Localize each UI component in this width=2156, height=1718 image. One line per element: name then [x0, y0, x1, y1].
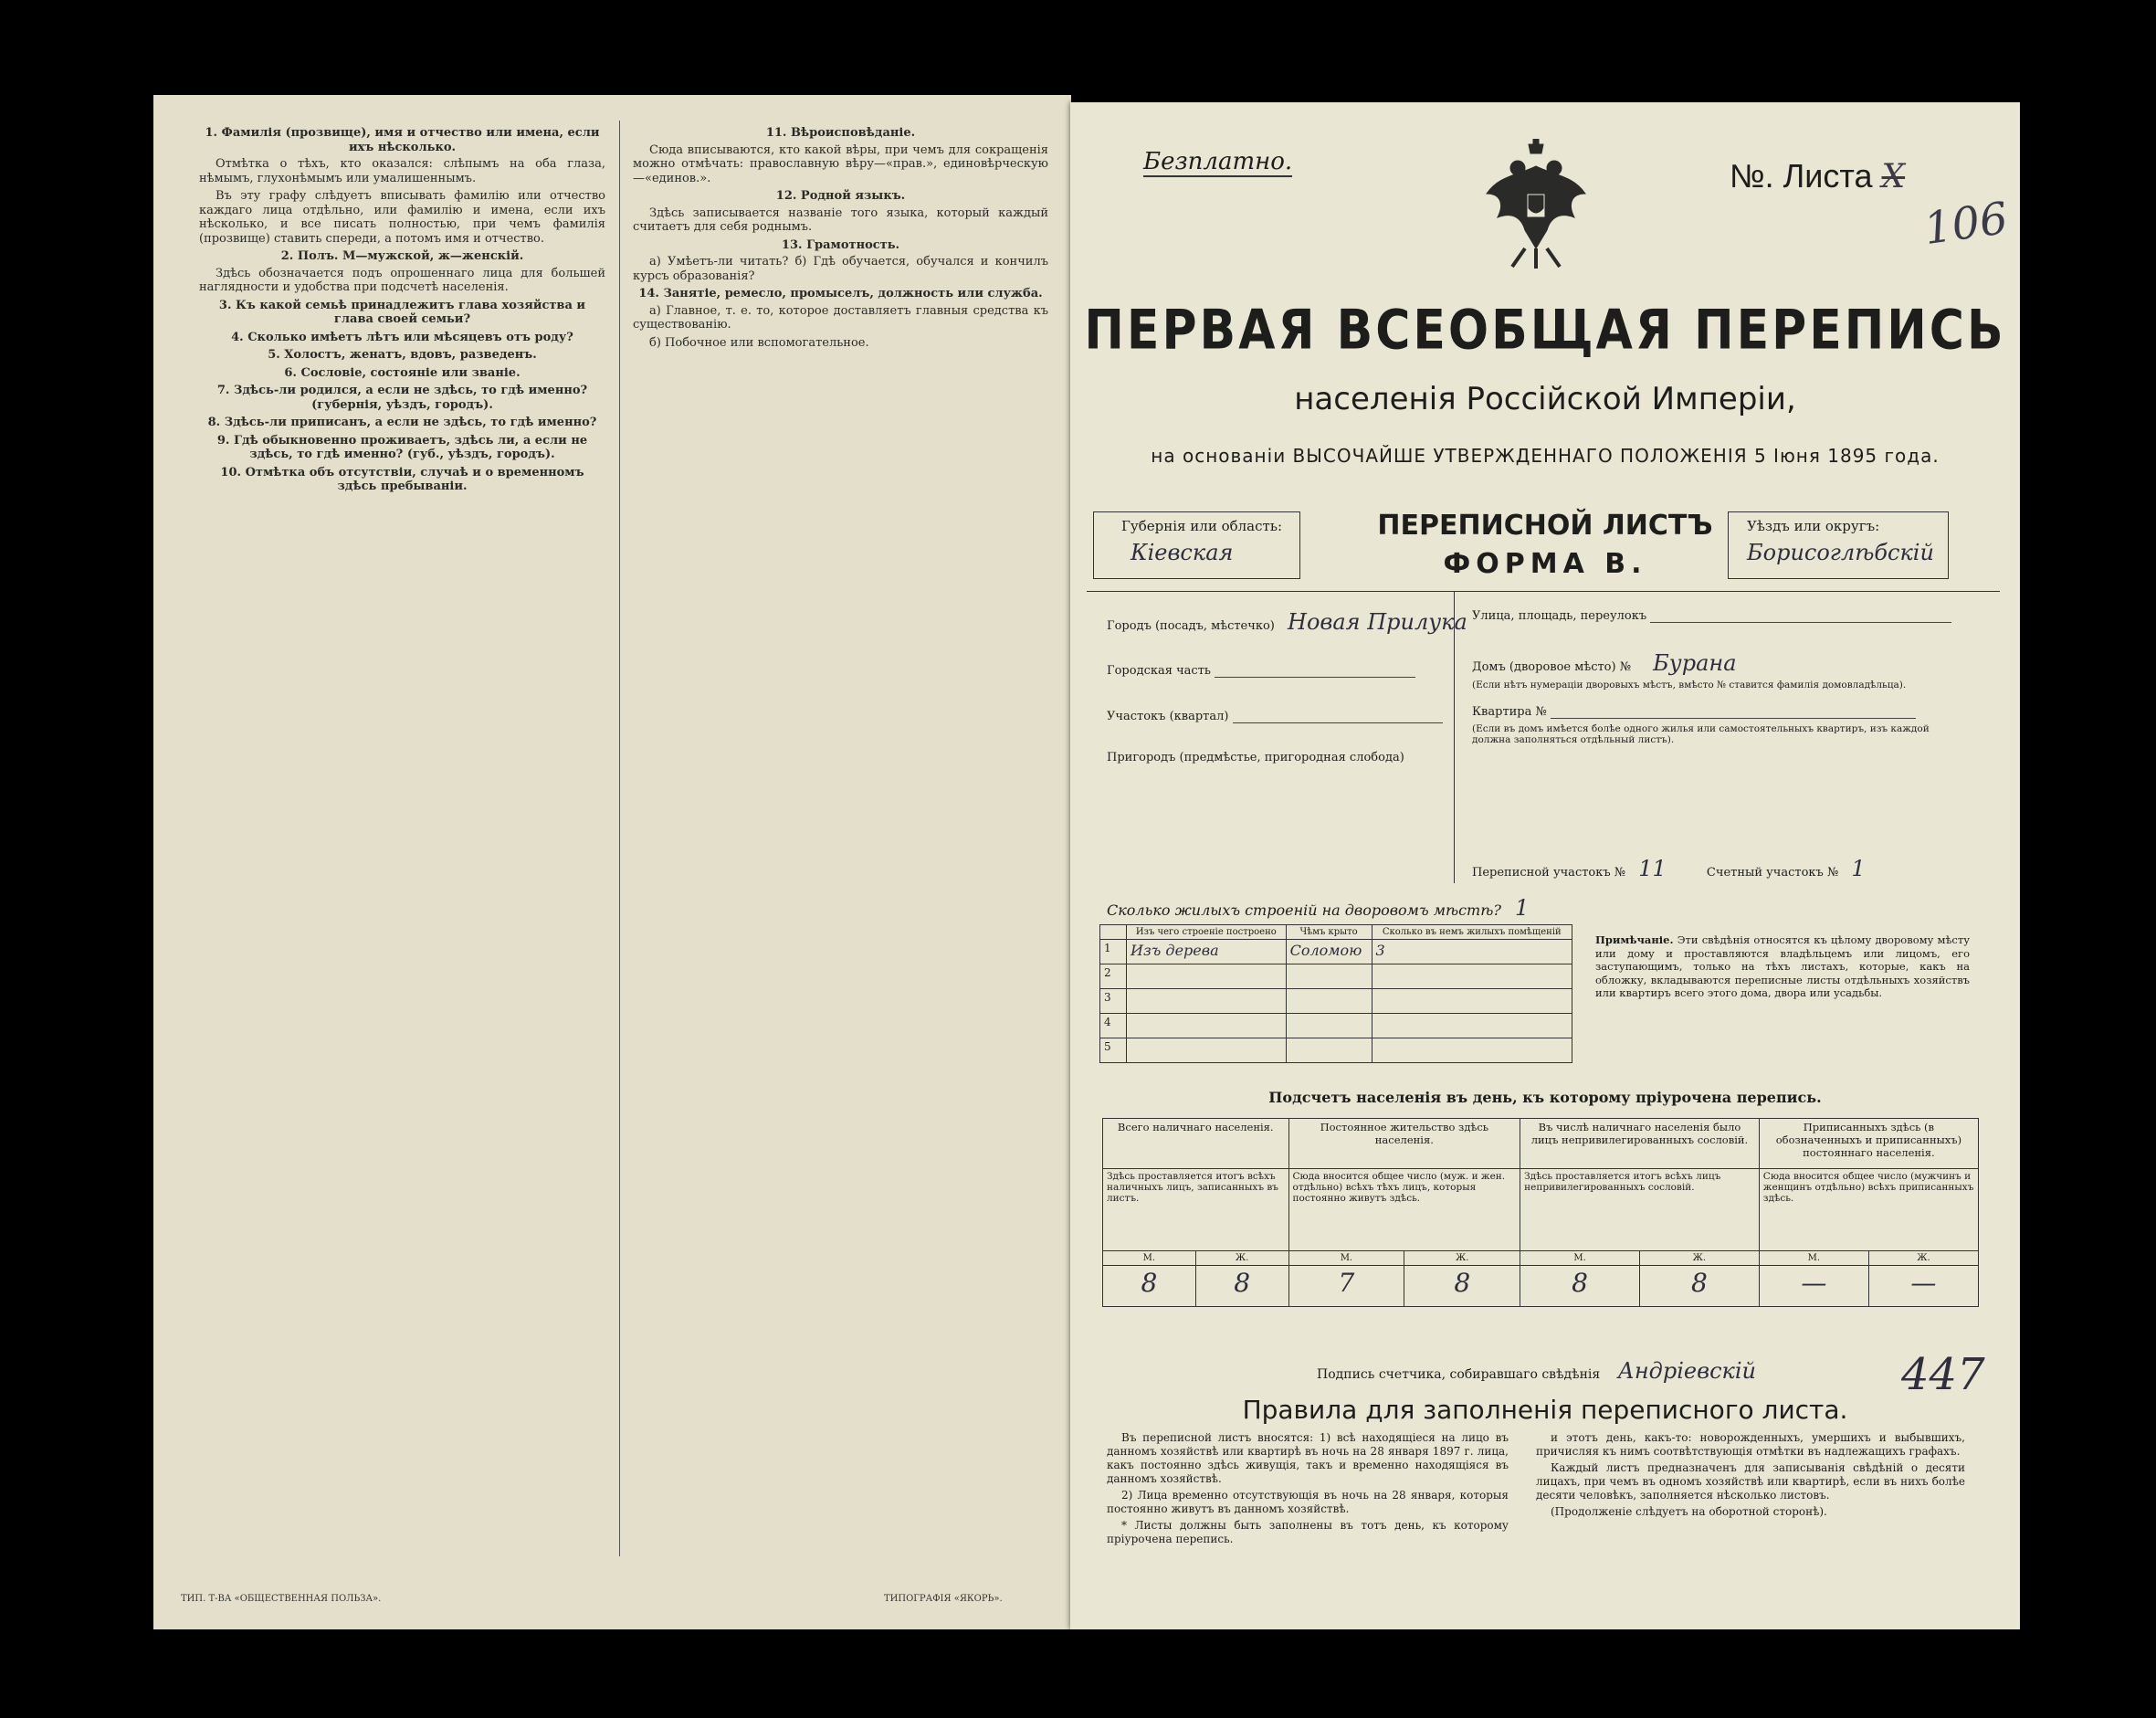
sex-header: М.	[1759, 1251, 1868, 1266]
population-column-description: Здѣсь проставляется итогъ всѣхъ лицъ непривилегированныхъ сословій.	[1520, 1169, 1760, 1251]
table-cell	[1127, 1014, 1287, 1038]
dom-value: Бурана	[1653, 650, 1737, 676]
rule-paragraph: * Листы должны быть заполнены въ тотъ день, къ которому пріурочена перепись.	[1107, 1519, 1509, 1545]
uchastok-label: Участокъ (квартал)	[1107, 710, 1229, 723]
rule-paragraph: Въ переписной листъ вносятся: 1) всѣ находящіеся на лицо въ данномъ хозяйствѣ или квартирѣ въ ночь на 28 января 1897 г. лица, какъ постоянно здѣсь живущія, такъ и временно находящіяся въ данномъ хозяйствѣ.	[1107, 1431, 1509, 1485]
form-title: ФОРМА В.	[1443, 548, 1647, 580]
uezd-box	[1728, 511, 1949, 579]
table-cell	[1372, 989, 1572, 1014]
instruction-heading: 14. Занятіе, ремесло, промыселъ, должность или служба.	[638, 287, 1043, 300]
gubernia-label: Губернія или область:	[1121, 518, 1283, 534]
sheet-number-struck-value: X	[1881, 158, 1906, 195]
population-value: 7	[1288, 1266, 1404, 1307]
population-value: 8	[1404, 1266, 1520, 1307]
table-cell: Соломою	[1286, 940, 1372, 964]
population-column-description: Здѣсь проставляется итогъ всѣхъ наличныхъ лицъ, записанныхъ въ листъ.	[1103, 1169, 1289, 1251]
gorod-value: Новая Прилука	[1288, 609, 1467, 635]
instruction-heading: 12. Родной языкъ.	[775, 189, 906, 203]
table-row	[1100, 964, 1572, 989]
building-table-header	[1100, 925, 1572, 940]
rule-paragraph: Каждый листъ предназначенъ для записыванія свѣдѣній о десяти лицахъ, при чемъ въ одномъ хозяйствѣ или квартирѣ, если въ нихъ болѣе десяти человѣкъ, заполняется нѣсколько листовъ.	[1536, 1461, 1965, 1502]
perepisnoy-uchastok-value: 11	[1638, 856, 1667, 881]
instruction-heading: 11. Вѣроисповѣданіе.	[765, 126, 916, 140]
rules-column-1	[1107, 1431, 1509, 1549]
signature-field	[1317, 1358, 1756, 1384]
sheet-title: ПЕРЕПИСНОЙ ЛИСТЪ	[1377, 510, 1713, 542]
printer-imprint-right: ТИПОГРАФІЯ «ЯКОРЬ».	[884, 1594, 1003, 1604]
table-cell	[1286, 989, 1372, 1014]
table-cell	[1372, 1038, 1572, 1063]
instruction-paragraph: Отмѣтка о тѣхъ, кто оказался: слѣпымъ на оба глаза, нѣмымъ, глухонѣмымъ или умалишеннымъ.	[199, 157, 605, 185]
instruction-heading: 3. Къ какой семьѣ принадлежитъ глава хозяйства и глава своей семьи?	[218, 298, 586, 326]
sex-header: Ж.	[1195, 1251, 1288, 1266]
right-page-census-form	[1070, 102, 2020, 1629]
kvartira-label: Квартира №	[1472, 705, 1547, 719]
table-cell: Изъ дерева	[1127, 940, 1287, 964]
perepisnoy-uchastok-label: Переписной участокъ №	[1472, 866, 1626, 880]
gubernia-value: Кіевская	[1131, 540, 1234, 565]
sex-header: М.	[1288, 1251, 1404, 1266]
gorod-chast-label: Городская часть	[1107, 664, 1211, 678]
instruction-paragraph: Сюда вписываются, кто какой вѣры, при чемъ для сокращенія можно отмѣчать: православную вѣру—«прав.», единовѣрческую—«единов.».	[633, 142, 1048, 185]
instruction-heading: 13. Грамотность.	[781, 237, 900, 252]
stroeniy-label: Сколько жилыхъ строеній на дворовомъ мѣстѣ?	[1107, 901, 1501, 919]
gorod-chast-field	[1107, 664, 1415, 678]
building-column-header: Изъ чего строеніе построено	[1127, 925, 1287, 940]
table-cell	[1286, 964, 1372, 989]
population-column-description: Сюда вносится общее число (муж. и жен. отдѣльно) всѣхъ тѣхъ лицъ, которыя постоянно живутъ здѣсь.	[1288, 1169, 1520, 1251]
table-row	[1100, 1038, 1572, 1063]
table-cell	[1127, 989, 1287, 1014]
stroeniy-field	[1107, 895, 1529, 921]
instruction-paragraph: Здѣсь обозначается подъ опрошеннаго лица для большей наглядности и удобства при подсчетѣ населенія.	[199, 266, 605, 294]
population-column-header: Въ числѣ наличнаго населенія было лицъ непривилегированныхъ сословій.	[1520, 1119, 1760, 1169]
rules-title: Правила для заполненія переписного листа.	[1242, 1395, 1848, 1425]
ulica-field	[1472, 609, 1951, 623]
instruction-heading: 7. Здѣсь-ли родился, а если не здѣсь, то гдѣ именно? (губернія, уѣздъ, городъ).	[216, 384, 588, 412]
population-count-title: Подсчетъ населенія въ день, къ которому пріурочена перепись.	[1268, 1089, 1822, 1106]
instruction-heading: 8. Здѣсь-ли приписанъ, а если не здѣсь, то гдѣ именно?	[207, 416, 597, 429]
legal-basis-line: на основаніи ВЫСОЧАЙШЕ УТВЕРЖДЕННАГО ПОЛОЖЕНІЯ 5 Іюня 1895 года.	[1151, 445, 1940, 467]
population-column-header: Всего наличнаго населенія.	[1103, 1119, 1289, 1169]
table-cell	[1372, 964, 1572, 989]
handwritten-sheet-number: 106	[1920, 192, 2012, 256]
instruction-paragraph: б) Побочное или вспомогательное.	[649, 335, 869, 350]
rule-paragraph: (Продолженіе слѣдуетъ на оборотной сторонѣ).	[1551, 1505, 1827, 1518]
building-note-text: Эти свѣдѣнія относятся къ цѣлому дворовому мѣсту или дому и проставляются владѣльцемъ или лицомъ, его заступающимъ, только на тѣхъ листахъ, которые, какъ на обложку, вкладываются переписные листы отдѣльныхъ хозяйствъ или квартиръ всего этого дома, двора или усадьбы.	[1595, 933, 1970, 999]
dom-note: (Если нѣтъ нумераціи дворовыхъ мѣстъ, вмѣсто № ставится фамилія домовладѣльца).	[1472, 680, 1907, 690]
table-row	[1100, 1014, 1572, 1038]
table-cell: 3	[1100, 989, 1127, 1014]
table-cell: 3	[1372, 940, 1572, 964]
page-title: ПЕРВАЯ ВСЕОБЩАЯ ПЕРЕПИСЬ	[1084, 299, 2006, 363]
sex-header: Ж.	[1639, 1251, 1759, 1266]
uchastki-field	[1472, 856, 1866, 881]
instruction-paragraph: а) Умѣетъ-ли читать? б) Гдѣ обучается, обучался и кончилъ курсъ образованія?	[633, 255, 1048, 283]
population-value: 8	[1520, 1266, 1640, 1307]
rules-column-2	[1536, 1431, 1965, 1522]
sheet-number	[1730, 157, 1905, 195]
population-table	[1102, 1118, 1979, 1307]
ulica-label: Улица, площадь, переулокъ	[1472, 609, 1647, 623]
building-note	[1595, 933, 1970, 1000]
uezd-label: Уѣздъ или округъ:	[1747, 518, 1880, 534]
dom-label: Домъ (дворовое мѣсто) №	[1472, 660, 1632, 674]
instruction-heading: 1. Фамилія (прозвище), имя и отчество или имена, если ихъ нѣсколько.	[205, 126, 600, 154]
building-note-head: Примѣчаніе.	[1595, 933, 1674, 946]
double-headed-eagle-icon	[1481, 139, 1591, 276]
population-value: —	[1759, 1266, 1868, 1307]
sex-header: Ж.	[1868, 1251, 1978, 1266]
stroeniy-value: 1	[1515, 895, 1530, 921]
printer-imprint-left: ТИП. Т-ВА «ОБЩЕСТВЕННАЯ ПОЛЬЗА».	[181, 1594, 382, 1604]
instruction-paragraph: Въ эту графу слѣдуетъ вписывать фамилію или отчество каждаго лица отдѣльно, или фамилію и имена, если ихъ нѣсколько, и все писать полностью, при чемъ фамилія (прозвище) ставить спереди, а потомъ имя и отчество.	[199, 189, 605, 246]
instruction-paragraph: Здѣсь записывается названіе того языка, который каждый считаетъ для себя роднымъ.	[633, 206, 1048, 234]
page-subtitle: населенія Россійской Имперіи,	[1294, 381, 1796, 417]
population-value: 8	[1103, 1266, 1196, 1307]
instruction-heading: 5. Холостъ, женатъ, вдовъ, разведенъ.	[268, 348, 537, 362]
schetny-uchastok-value: 1	[1851, 856, 1866, 881]
instruction-heading: 9. Гдѣ обыкновенно проживаетъ, здѣсь ли, а если не здѣсь, то гдѣ именно? (губ., уѣздъ, городъ).	[216, 433, 588, 461]
instruction-heading: 2. Полъ. М—мужской, ж—женскій.	[280, 249, 524, 263]
population-column-header: Приписанныхъ здѣсь (в обозначенныхъ и приписанныхъ) постояннаго населенія.	[1759, 1119, 1978, 1169]
table-cell: 4	[1100, 1014, 1127, 1038]
building-table	[1099, 924, 1572, 1063]
population-column-header: Постоянное жительство здѣсь населенія.	[1288, 1119, 1520, 1169]
table-cell	[1286, 1014, 1372, 1038]
instruction-heading: 4. Сколько имѣетъ лѣтъ или мѣсяцевъ отъ роду?	[231, 330, 573, 344]
address-divider	[1454, 591, 1455, 883]
instruction-heading: 10. Отмѣтка объ отсутствіи, случаѣ и о временномъ здѣсь пребываніи.	[220, 465, 584, 493]
uchastok-field	[1107, 710, 1443, 723]
instructions-column-1	[199, 122, 605, 1593]
prigorod-label: Пригородъ (предмѣстье, пригородная слобода)	[1107, 751, 1404, 764]
instruction-paragraph: а) Главное, т. е. то, которое доставляетъ главныя средства къ существованію.	[633, 303, 1048, 332]
free-label: Безплатно.	[1143, 148, 1293, 175]
rule-paragraph: 2) Лица временно отсутствующія въ ночь на 28 января, которыя постоянно живутъ въ данномъ хозяйствѣ.	[1107, 1489, 1509, 1515]
dom-field	[1472, 650, 1737, 676]
uezd-value: Борисоглѣбскій	[1747, 540, 1934, 565]
instructions-column-2	[633, 122, 1048, 1593]
kvartira-field	[1472, 705, 1916, 719]
rule-paragraph: и этотъ день, какъ-то: новорожденныхъ, умершихъ и выбывшихъ, причисляя къ нимъ соотвѣтствующія отмѣтки въ надлежащихъ графахъ.	[1536, 1431, 1965, 1458]
signature-label: Подпись счетчика, собиравшаго свѣдѣнія	[1317, 1367, 1601, 1382]
handwritten-side-number: 447	[1901, 1349, 1985, 1400]
gorod-label: Городъ (посадъ, мѣстечко)	[1107, 619, 1275, 633]
signature-value: Андріевскій	[1617, 1358, 1756, 1384]
sheet-number-label: №. Листа	[1730, 157, 1873, 195]
building-column-header: Чѣмъ крыто	[1286, 925, 1372, 940]
column-divider	[619, 121, 620, 1556]
table-cell	[1127, 1038, 1287, 1063]
table-cell	[1372, 1014, 1572, 1038]
table-row	[1100, 940, 1572, 964]
population-value: 8	[1195, 1266, 1288, 1307]
table-row	[1100, 989, 1572, 1014]
table-cell: 2	[1100, 964, 1127, 989]
population-column-description: Сюда вносится общее число (мужчинъ и женщинъ отдѣльно) всѣхъ приписанныхъ здѣсь.	[1759, 1169, 1978, 1251]
table-cell	[1286, 1038, 1372, 1063]
table-cell	[1127, 964, 1287, 989]
sex-header: М.	[1520, 1251, 1640, 1266]
gorod-field	[1107, 609, 1467, 635]
table-cell: 1	[1100, 940, 1127, 964]
building-column-header: Сколько въ немъ жилыхъ помѣщеній	[1372, 925, 1572, 940]
population-value: —	[1868, 1266, 1978, 1307]
instruction-heading: 6. Сословіе, состояніе или званіе.	[284, 365, 521, 380]
sex-header: Ж.	[1404, 1251, 1520, 1266]
left-page-instructions	[153, 95, 1071, 1629]
sex-header: М.	[1103, 1251, 1196, 1266]
schetny-uchastok-label: Счетный участокъ №	[1706, 866, 1839, 880]
prigorod-field	[1107, 751, 1404, 764]
population-value: 8	[1639, 1266, 1759, 1307]
kvartira-note: (Если въ домъ имѣется болѣе одного жилья или самостоятельныхъ квартиръ, изъ каждой должна заполняться отдѣльный листъ).	[1472, 723, 1930, 745]
table-cell: 5	[1100, 1038, 1127, 1063]
